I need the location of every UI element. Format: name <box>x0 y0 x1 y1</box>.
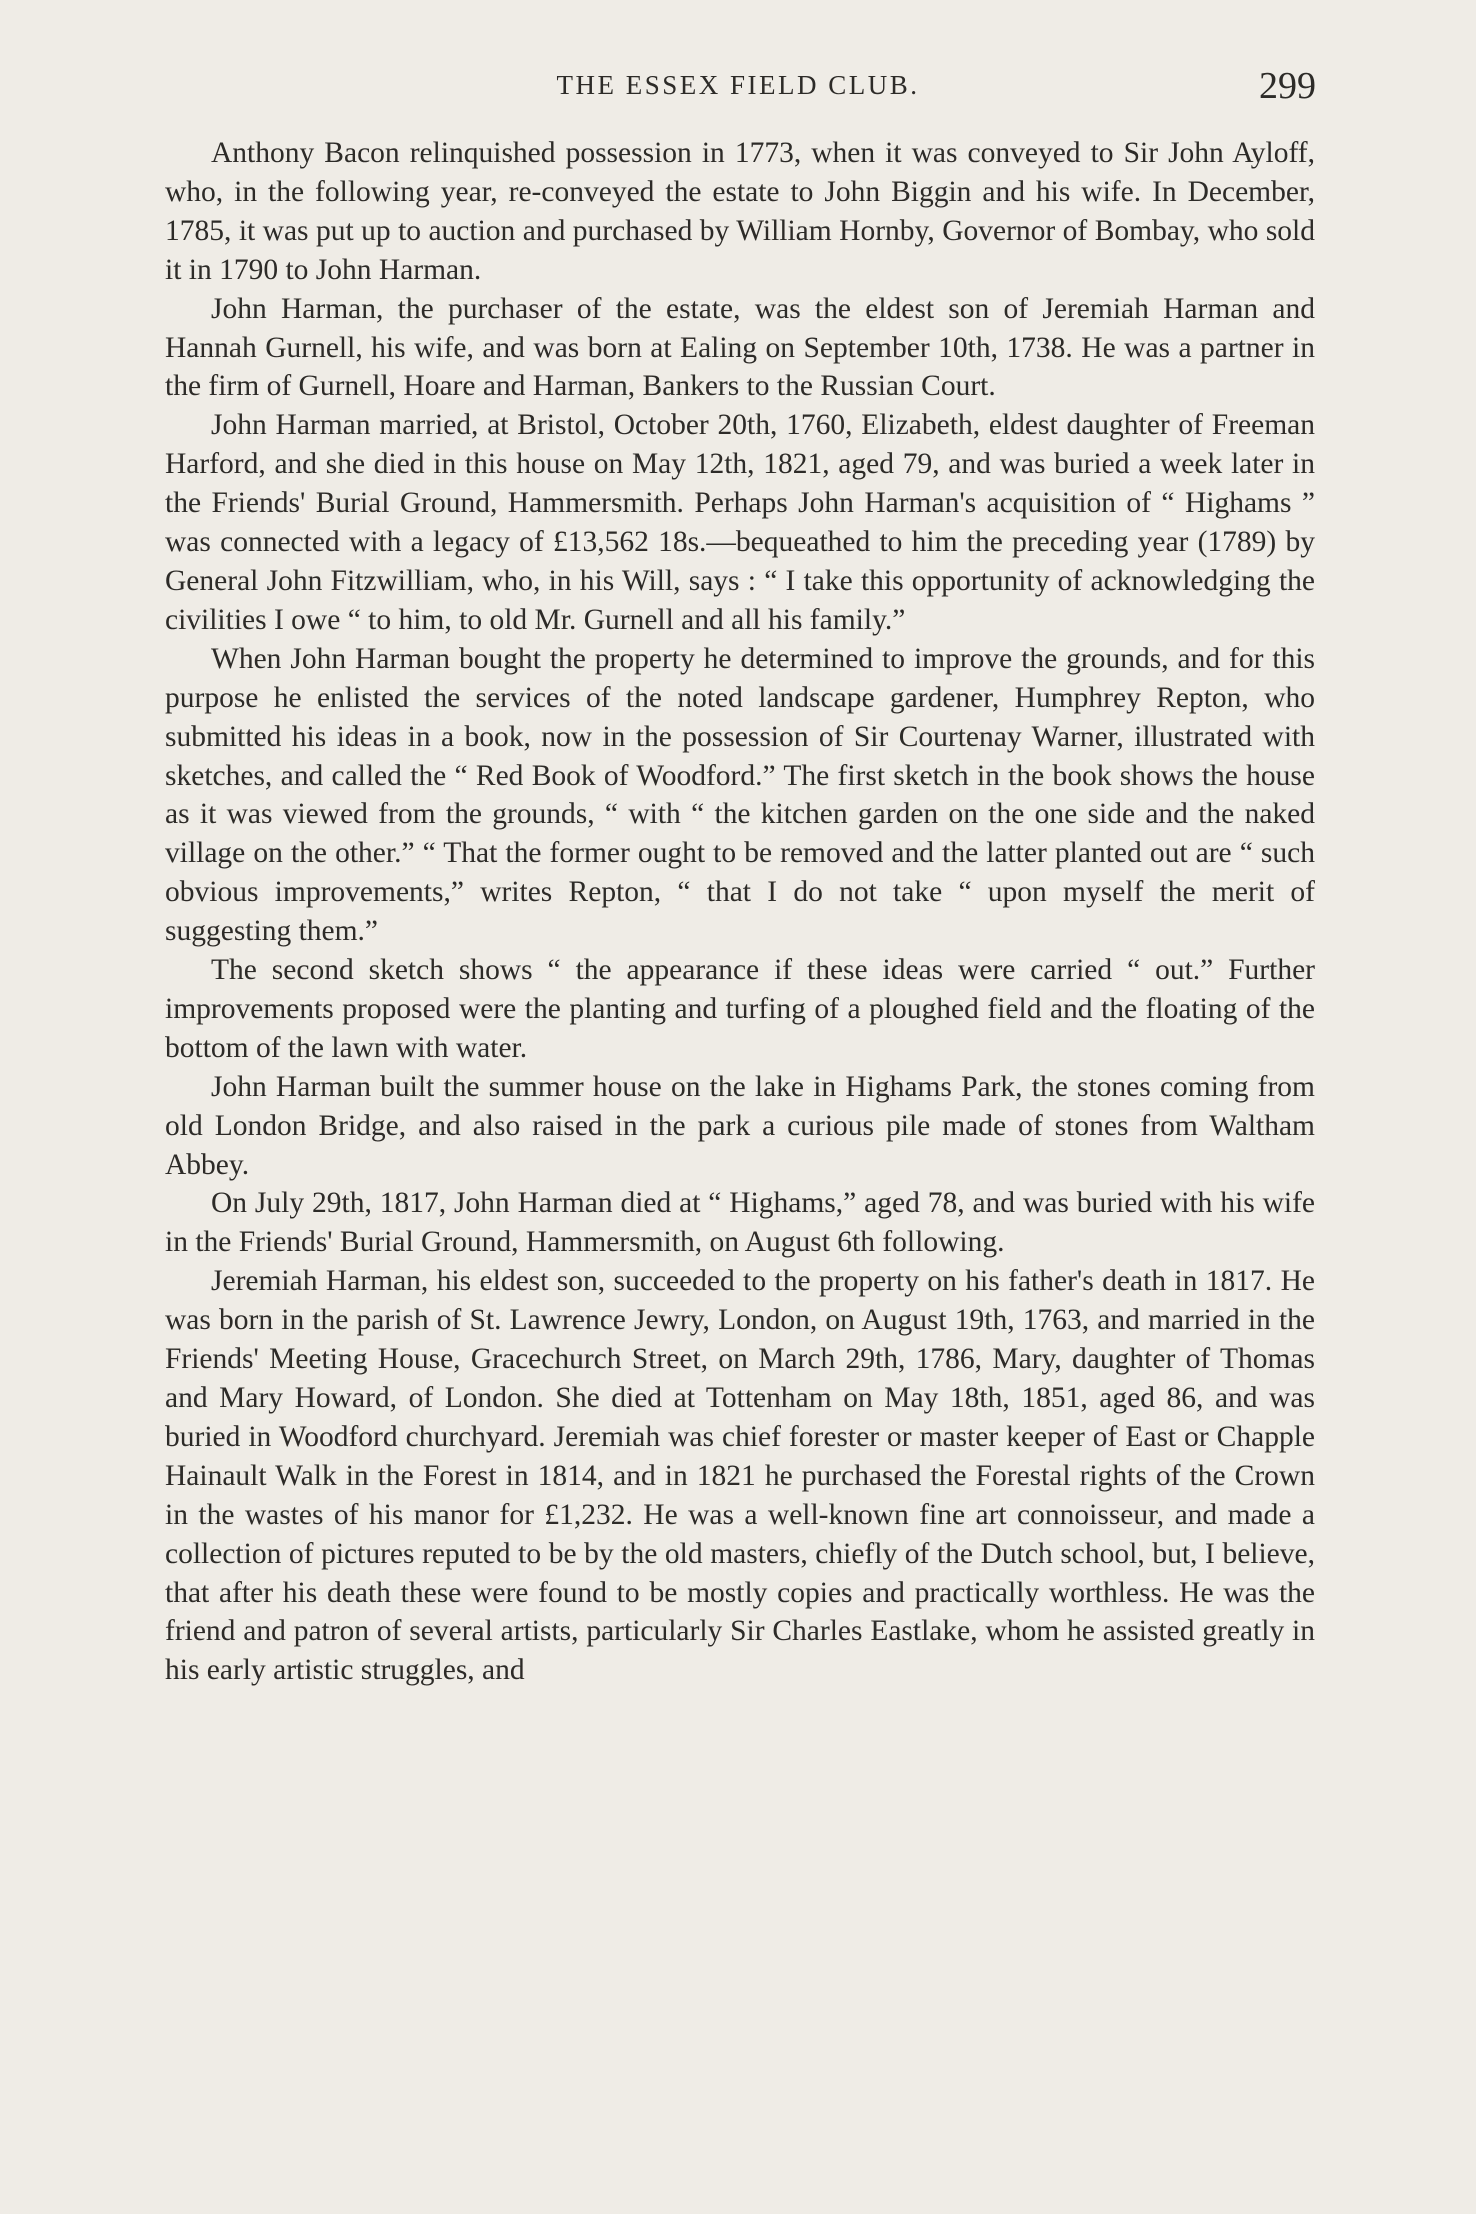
page-number: 299 <box>1259 65 1316 107</box>
running-title: THE ESSEX FIELD CLUB. <box>556 70 920 100</box>
body-text <box>165 134 1315 1690</box>
paragraph-repton-red-book: When John Harman bought the property he determined to improve the grounds, and for this purpose he enlisted the services of the noted landscape gardener, Humphrey Repton, who submitted his ideas in a book, now in the possession of Sir Courtenay Warner, illustrated with sketches, and called the “ Red Book of Woodford.” The first sketch in the book shows the house as it was viewed from the grounds, “ with “ the kitchen garden on the one side and the naked village on the other.” “ That the former ought to be removed and the latter planted out are “ such obvious improvements,” writes Repton, “ that I do not take “ upon myself the merit of suggesting them.” <box>165 642 1315 948</box>
paragraph-summer-house: John Harman built the summer house on the lake in Highams Park, the stones coming from old London Bridge, and also raised in the park a curious pile made of stones from Waltham Abbey. <box>165 1070 1315 1181</box>
paragraph-bacon-ayloff: Anthony Bacon relinquished possession in 1773, when it was conveyed to Sir John Ayloff, who, in the following year, re-conveyed the estate to John Biggin and his wife. In December, 1785, it was put up to auction and purchased by William Hornby, Governor of Bombay, who sold it in 1790 to John Harman. <box>165 137 1315 286</box>
paragraph-jeremiah-harman: Jeremiah Harman, his eldest son, succeeded to the property on his father's death in 1817. He was born in the parish of St. Lawrence Jewry, London, on August 19th, 1763, and married in the Friends' Meeting House, Gracechurch Street, on March 29th, 1786, Mary, daughter of Thomas and Mary Howard, of London. She died at Tottenham on May 18th, 1851, aged 86, and was buried in Woodford churchyard. Jeremiah was chief forester or master keeper of East or Chapple Hainault Walk in the Forest in 1814, and in 1821 he purchased the Forestal rights of the Crown in the wastes of his manor for £1,232. He was a well-known fine art connoisseur, and made a collection of pictures reputed to be by the old masters, chiefly of the Dutch school, but, I believe, that after his death these were found to be mostly copies and practically worthless. He was the friend and patron of several artists, particularly Sir Charles Eastlake, whom he assisted greatly in his early artistic struggles, and <box>165 1265 1315 1687</box>
paragraph-second-sketch: The second sketch shows “ the appearance if these ideas were carried “ out.” Further improvements proposed were the planting and turfing of a ploughed field and the floating of the bottom of the lawn with water. <box>165 954 1315 1064</box>
paragraph-john-harman-purchaser: John Harman, the purchaser of the estate, was the eldest son of Jeremiah Harman and Hannah Gurnell, his wife, and was born at Ealing on September 10th, 1738. He was a partner in the firm of Gurnell, Hoare and Harman, Bankers to the Russian Court. <box>165 292 1315 403</box>
paragraph-john-harman-death: On July 29th, 1817, John Harman died at “ Highams,” aged 78, and was buried with his wife in the Friends' Burial Ground, Hammersmith, on August 6th following. <box>165 1187 1315 1259</box>
paragraph-john-harman-marriage: John Harman married, at Bristol, October 20th, 1760, Elizabeth, eldest daughter of Freeman Harford, and she died in this house on May 12th, 1821, aged 79, and was buried a week later in the Friends' Burial Ground, Hammersmith. Perhaps John Harman's acquisition of “ Highams ” was connected with a legacy of £13,562 18s.—bequeathed to him the preceding year (1789) by General John Fitzwilliam, who, in his Will, says : “ I take this opportunity of acknowledging the civilities I owe “ to him, to old Mr. Gurnell and all his family.” <box>165 409 1315 636</box>
running-head <box>0 64 1476 124</box>
